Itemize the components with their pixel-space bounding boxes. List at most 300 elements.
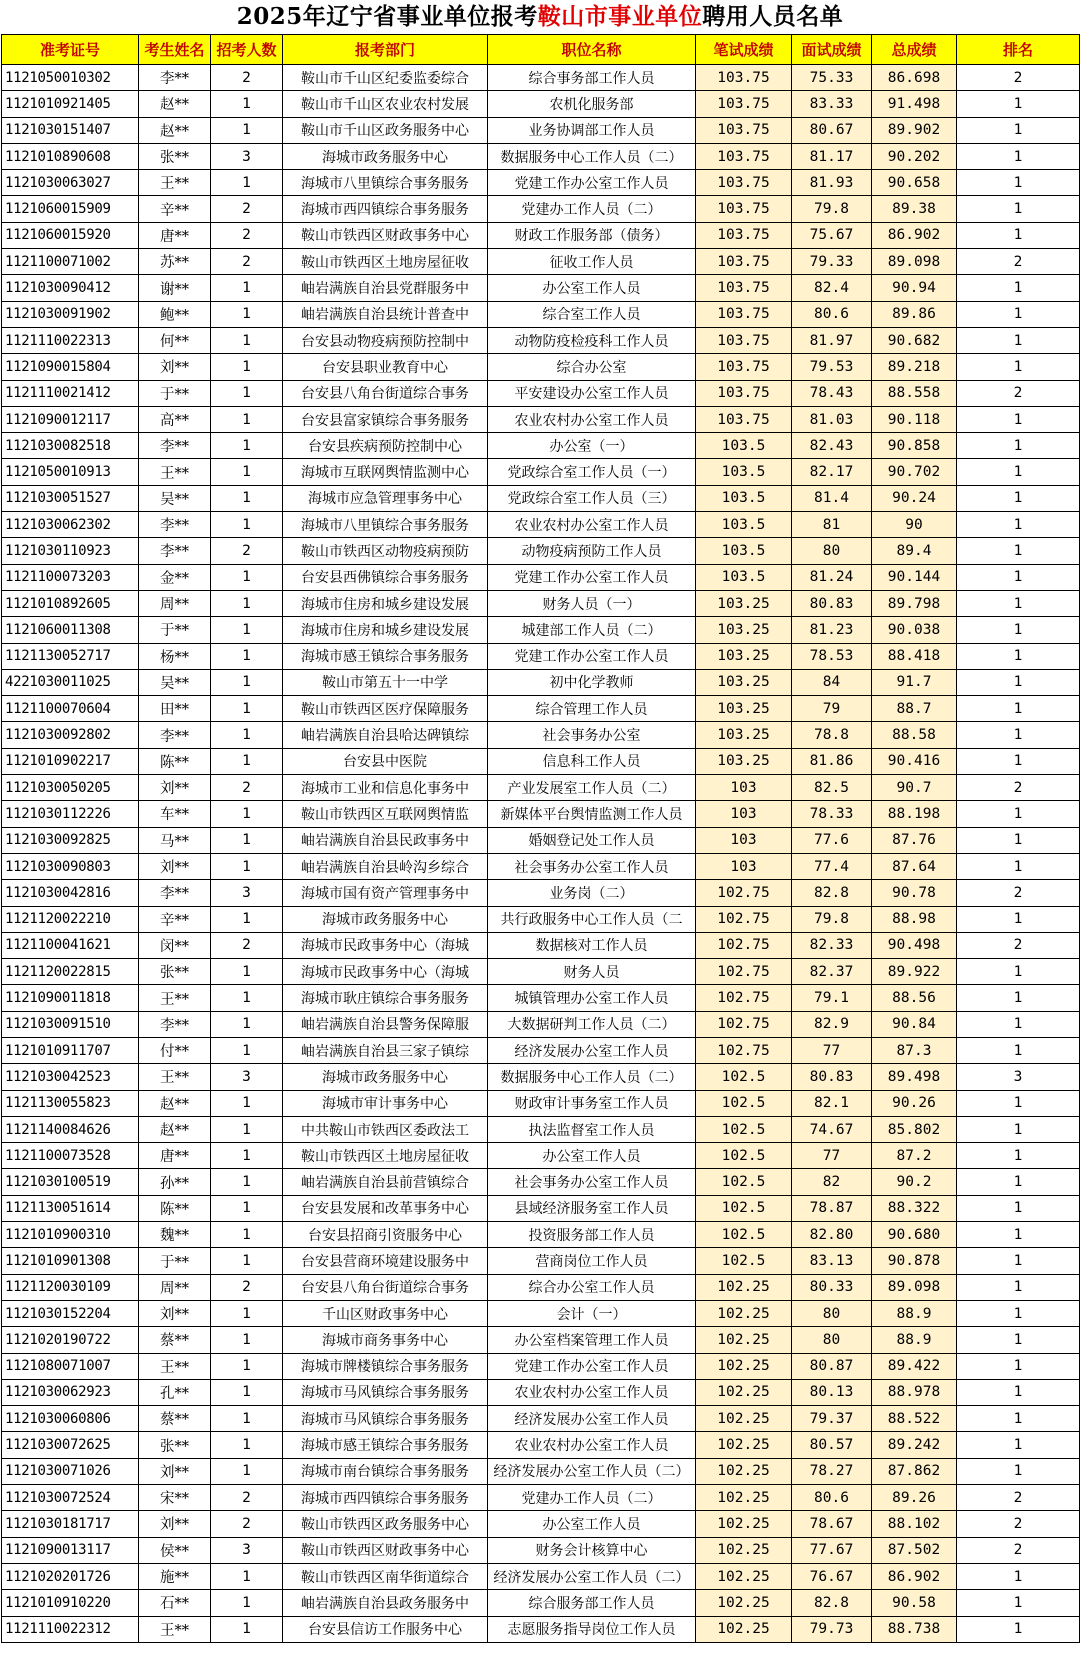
interview-score-cell: 81.24 bbox=[792, 564, 872, 590]
name-cell: 李** bbox=[139, 880, 211, 906]
interview-score-cell: 80 bbox=[792, 538, 872, 564]
written-score-cell: 102.5 bbox=[696, 1116, 792, 1142]
table-row bbox=[2, 354, 1080, 380]
rank-cell: 1 bbox=[957, 853, 1080, 879]
quota-cell: 1 bbox=[211, 590, 283, 616]
quota-cell: 1 bbox=[211, 91, 283, 117]
total-score-cell: 89.38 bbox=[872, 196, 957, 222]
written-score-cell: 103.75 bbox=[696, 275, 792, 301]
interview-score-cell: 80 bbox=[792, 1300, 872, 1326]
table-row bbox=[2, 249, 1080, 275]
exam-id-cell: 1121050010302 bbox=[2, 65, 139, 91]
total-score-cell: 88.738 bbox=[872, 1616, 957, 1642]
department-cell: 岫岩满族自治县岭沟乡综合 bbox=[283, 853, 488, 879]
position-cell: 农机化服务部 bbox=[488, 91, 696, 117]
interview-score-cell: 80.67 bbox=[792, 117, 872, 143]
position-cell: 农业农村办公室工作人员 bbox=[488, 512, 696, 538]
written-score-cell: 103.75 bbox=[696, 196, 792, 222]
position-cell: 城建部工作人员（二） bbox=[488, 617, 696, 643]
total-score-cell: 87.502 bbox=[872, 1537, 957, 1563]
department-cell: 岫岩满族自治县政务服务中 bbox=[283, 1590, 488, 1616]
name-cell: 赵** bbox=[139, 1090, 211, 1116]
interview-score-cell: 80.83 bbox=[792, 590, 872, 616]
department-cell: 台安县信访工作服务中心 bbox=[283, 1616, 488, 1642]
name-cell: 闵** bbox=[139, 932, 211, 958]
table-row bbox=[2, 1116, 1080, 1142]
written-score-cell: 103.5 bbox=[696, 512, 792, 538]
column-header-interview-score: 面试成绩 bbox=[792, 35, 872, 65]
rank-cell: 1 bbox=[957, 722, 1080, 748]
quota-cell: 1 bbox=[211, 985, 283, 1011]
rank-cell: 1 bbox=[957, 1169, 1080, 1195]
rank-cell: 2 bbox=[957, 380, 1080, 406]
interview-score-cell: 78.8 bbox=[792, 722, 872, 748]
quota-cell: 1 bbox=[211, 906, 283, 932]
table-row bbox=[2, 932, 1080, 958]
interview-score-cell: 79.8 bbox=[792, 196, 872, 222]
interview-score-cell: 78.43 bbox=[792, 380, 872, 406]
department-cell: 岫岩满族自治县三家子镇综 bbox=[283, 1037, 488, 1063]
quota-cell: 3 bbox=[211, 880, 283, 906]
interview-score-cell: 82.43 bbox=[792, 433, 872, 459]
exam-id-cell: 1121030042523 bbox=[2, 1064, 139, 1090]
rank-cell: 1 bbox=[957, 275, 1080, 301]
department-cell: 千山区财政事务中心 bbox=[283, 1300, 488, 1326]
written-score-cell: 103.5 bbox=[696, 459, 792, 485]
exam-id-cell: 1121010902217 bbox=[2, 748, 139, 774]
quota-cell: 1 bbox=[211, 959, 283, 985]
total-score-cell: 88.7 bbox=[872, 696, 957, 722]
exam-id-cell: 1121100071002 bbox=[2, 249, 139, 275]
position-cell: 社会事务办公室 bbox=[488, 722, 696, 748]
exam-id-cell: 1121030072524 bbox=[2, 1485, 139, 1511]
quota-cell: 2 bbox=[211, 196, 283, 222]
table-row bbox=[2, 1143, 1080, 1169]
written-score-cell: 103.75 bbox=[696, 380, 792, 406]
exam-id-cell: 1121030110923 bbox=[2, 538, 139, 564]
name-cell: 王** bbox=[139, 1064, 211, 1090]
table-row bbox=[2, 748, 1080, 774]
name-cell: 石** bbox=[139, 1590, 211, 1616]
exam-id-cell: 1121100070604 bbox=[2, 696, 139, 722]
name-cell: 张** bbox=[139, 1432, 211, 1458]
total-score-cell: 90.878 bbox=[872, 1248, 957, 1274]
department-cell: 岫岩满族自治县民政事务中 bbox=[283, 827, 488, 853]
position-cell: 农业农村办公室工作人员 bbox=[488, 406, 696, 432]
department-cell: 海城市南台镇综合事务服务 bbox=[283, 1458, 488, 1484]
table-row bbox=[2, 906, 1080, 932]
name-cell: 田** bbox=[139, 696, 211, 722]
exam-id-cell: 1121030090412 bbox=[2, 275, 139, 301]
department-cell: 台安县西佛镇综合事务服务 bbox=[283, 564, 488, 590]
interview-score-cell: 81 bbox=[792, 512, 872, 538]
department-cell: 岫岩满族自治县哈达碑镇综 bbox=[283, 722, 488, 748]
written-score-cell: 102.5 bbox=[696, 1222, 792, 1248]
interview-score-cell: 78.33 bbox=[792, 801, 872, 827]
table-row bbox=[2, 617, 1080, 643]
table-row bbox=[2, 590, 1080, 616]
quota-cell: 1 bbox=[211, 1458, 283, 1484]
position-cell: 党建工作办公室工作人员 bbox=[488, 1353, 696, 1379]
table-row bbox=[2, 669, 1080, 695]
rank-cell: 1 bbox=[957, 1090, 1080, 1116]
department-cell: 海城市商务事务中心 bbox=[283, 1327, 488, 1353]
interview-score-cell: 79.8 bbox=[792, 906, 872, 932]
table-row bbox=[2, 1222, 1080, 1248]
column-header-name: 考生姓名 bbox=[139, 35, 211, 65]
quota-cell: 1 bbox=[211, 1353, 283, 1379]
exam-id-cell: 1121010890608 bbox=[2, 143, 139, 169]
table-row bbox=[2, 1379, 1080, 1405]
department-cell: 鞍山市千山区农业农村发展 bbox=[283, 91, 488, 117]
total-score-cell: 90.680 bbox=[872, 1222, 957, 1248]
department-cell: 鞍山市铁西区土地房屋征收 bbox=[283, 249, 488, 275]
total-score-cell: 89.098 bbox=[872, 249, 957, 275]
department-cell: 台安县中医院 bbox=[283, 748, 488, 774]
quota-cell: 1 bbox=[211, 1143, 283, 1169]
department-cell: 台安县职业教育中心 bbox=[283, 354, 488, 380]
position-cell: 业务岗（二） bbox=[488, 880, 696, 906]
rank-cell: 1 bbox=[957, 538, 1080, 564]
quota-cell: 1 bbox=[211, 1327, 283, 1353]
name-cell: 李** bbox=[139, 722, 211, 748]
exam-id-cell: 1121110021412 bbox=[2, 380, 139, 406]
name-cell: 李** bbox=[139, 1011, 211, 1037]
total-score-cell: 90.2 bbox=[872, 1169, 957, 1195]
rank-cell: 2 bbox=[957, 1537, 1080, 1563]
interview-score-cell: 75.33 bbox=[792, 65, 872, 91]
department-cell: 鞍山市铁西区医疗保障服务 bbox=[283, 696, 488, 722]
interview-score-cell: 80 bbox=[792, 1327, 872, 1353]
interview-score-cell: 83.13 bbox=[792, 1248, 872, 1274]
name-cell: 李** bbox=[139, 65, 211, 91]
total-score-cell: 88.322 bbox=[872, 1195, 957, 1221]
exam-id-cell: 1121120022210 bbox=[2, 906, 139, 932]
exam-id-cell: 1121030062302 bbox=[2, 512, 139, 538]
total-score-cell: 88.558 bbox=[872, 380, 957, 406]
department-cell: 岫岩满族自治县前营镇综合 bbox=[283, 1169, 488, 1195]
exam-id-cell: 1121010901308 bbox=[2, 1248, 139, 1274]
written-score-cell: 103.25 bbox=[696, 722, 792, 748]
table-row bbox=[2, 301, 1080, 327]
written-score-cell: 103.75 bbox=[696, 222, 792, 248]
table-row bbox=[2, 1353, 1080, 1379]
quota-cell: 1 bbox=[211, 748, 283, 774]
written-score-cell: 102.5 bbox=[696, 1143, 792, 1169]
total-score-cell: 91.498 bbox=[872, 91, 957, 117]
written-score-cell: 103 bbox=[696, 853, 792, 879]
table-row bbox=[2, 327, 1080, 353]
exam-id-cell: 1121010910220 bbox=[2, 1590, 139, 1616]
rank-cell: 1 bbox=[957, 354, 1080, 380]
exam-id-cell: 1121030050205 bbox=[2, 775, 139, 801]
table-row bbox=[2, 275, 1080, 301]
position-cell: 信息科工作人员 bbox=[488, 748, 696, 774]
exam-id-cell: 1121030071026 bbox=[2, 1458, 139, 1484]
written-score-cell: 102.75 bbox=[696, 880, 792, 906]
written-score-cell: 102.25 bbox=[696, 1300, 792, 1326]
rank-cell: 1 bbox=[957, 1616, 1080, 1642]
total-score-cell: 89.422 bbox=[872, 1353, 957, 1379]
exam-id-cell: 1121030072625 bbox=[2, 1432, 139, 1458]
quota-cell: 2 bbox=[211, 1485, 283, 1511]
quota-cell: 1 bbox=[211, 301, 283, 327]
table-row bbox=[2, 1511, 1080, 1537]
exam-id-cell: 1121030092802 bbox=[2, 722, 139, 748]
position-cell: 经济发展办公室工作人员 bbox=[488, 1406, 696, 1432]
exam-id-cell: 1121030091510 bbox=[2, 1011, 139, 1037]
table-row bbox=[2, 1195, 1080, 1221]
position-cell: 共行政服务中心工作人员（二 bbox=[488, 906, 696, 932]
quota-cell: 3 bbox=[211, 1537, 283, 1563]
name-cell: 付** bbox=[139, 1037, 211, 1063]
position-cell: 财政审计事务室工作人员 bbox=[488, 1090, 696, 1116]
written-score-cell: 103 bbox=[696, 775, 792, 801]
quota-cell: 1 bbox=[211, 327, 283, 353]
written-score-cell: 103.5 bbox=[696, 433, 792, 459]
position-cell: 党建工作办公室工作人员 bbox=[488, 564, 696, 590]
table-row bbox=[2, 1406, 1080, 1432]
table-row bbox=[2, 880, 1080, 906]
interview-score-cell: 82.37 bbox=[792, 959, 872, 985]
department-cell: 鞍山市第五十一中学 bbox=[283, 669, 488, 695]
written-score-cell: 103.5 bbox=[696, 485, 792, 511]
name-cell: 赵** bbox=[139, 1116, 211, 1142]
rank-cell: 1 bbox=[957, 301, 1080, 327]
rank-cell: 2 bbox=[957, 932, 1080, 958]
interview-score-cell: 82.8 bbox=[792, 880, 872, 906]
interview-score-cell: 79.33 bbox=[792, 249, 872, 275]
quota-cell: 1 bbox=[211, 1379, 283, 1405]
position-cell: 初中化学教师 bbox=[488, 669, 696, 695]
total-score-cell: 89.26 bbox=[872, 1485, 957, 1511]
interview-score-cell: 81.86 bbox=[792, 748, 872, 774]
rank-cell: 1 bbox=[957, 1195, 1080, 1221]
total-score-cell: 90.858 bbox=[872, 433, 957, 459]
table-row bbox=[2, 433, 1080, 459]
total-score-cell: 90.202 bbox=[872, 143, 957, 169]
department-cell: 海城市应急管理事务中心 bbox=[283, 485, 488, 511]
department-cell: 台安县营商环境建设服务中 bbox=[283, 1248, 488, 1274]
quota-cell: 1 bbox=[211, 564, 283, 590]
written-score-cell: 103.5 bbox=[696, 564, 792, 590]
position-cell: 综合服务部工作人员 bbox=[488, 1590, 696, 1616]
position-cell: 数据服务中心工作人员（二） bbox=[488, 143, 696, 169]
quota-cell: 1 bbox=[211, 275, 283, 301]
interview-score-cell: 81.97 bbox=[792, 327, 872, 353]
written-score-cell: 103.75 bbox=[696, 354, 792, 380]
exam-id-cell: 1121140084626 bbox=[2, 1116, 139, 1142]
position-cell: 平安建设办公室工作人员 bbox=[488, 380, 696, 406]
department-cell: 海城市政务服务中心 bbox=[283, 1064, 488, 1090]
interview-score-cell: 82.5 bbox=[792, 775, 872, 801]
department-cell: 鞍山市铁西区南华街道综合 bbox=[283, 1563, 488, 1589]
column-header-position: 职位名称 bbox=[488, 35, 696, 65]
interview-score-cell: 77 bbox=[792, 1037, 872, 1063]
position-cell: 投资服务部工作人员 bbox=[488, 1222, 696, 1248]
position-cell: 财务人员（一） bbox=[488, 590, 696, 616]
quota-cell: 1 bbox=[211, 853, 283, 879]
position-cell: 办公室工作人员 bbox=[488, 1511, 696, 1537]
interview-score-cell: 80.6 bbox=[792, 301, 872, 327]
exam-id-cell: 1121100073203 bbox=[2, 564, 139, 590]
column-header-written-score: 笔试成绩 bbox=[696, 35, 792, 65]
name-cell: 于** bbox=[139, 1248, 211, 1274]
total-score-cell: 87.3 bbox=[872, 1037, 957, 1063]
exam-id-cell: 1121030090803 bbox=[2, 853, 139, 879]
department-cell: 海城市感王镇综合事务服务 bbox=[283, 1432, 488, 1458]
name-cell: 刘** bbox=[139, 1511, 211, 1537]
written-score-cell: 103.5 bbox=[696, 538, 792, 564]
department-cell: 海城市马风镇综合事务服务 bbox=[283, 1379, 488, 1405]
table-row bbox=[2, 564, 1080, 590]
name-cell: 辛** bbox=[139, 906, 211, 932]
name-cell: 孙** bbox=[139, 1169, 211, 1195]
name-cell: 杨** bbox=[139, 643, 211, 669]
written-score-cell: 102.25 bbox=[696, 1379, 792, 1405]
rank-cell: 2 bbox=[957, 775, 1080, 801]
quota-cell: 3 bbox=[211, 143, 283, 169]
position-cell: 会计（一） bbox=[488, 1300, 696, 1326]
rank-cell: 2 bbox=[957, 249, 1080, 275]
table-row bbox=[2, 380, 1080, 406]
exam-id-cell: 1121060011308 bbox=[2, 617, 139, 643]
interview-score-cell: 80.87 bbox=[792, 1353, 872, 1379]
interview-score-cell: 78.67 bbox=[792, 1511, 872, 1537]
department-cell: 海城市政务服务中心 bbox=[283, 143, 488, 169]
department-cell: 海城市民政事务中心（海城 bbox=[283, 932, 488, 958]
rank-cell: 1 bbox=[957, 617, 1080, 643]
department-cell: 海城市西四镇综合事务服务 bbox=[283, 1485, 488, 1511]
position-cell: 农业农村办公室工作人员 bbox=[488, 1432, 696, 1458]
department-cell: 台安县动物疫病预防控制中 bbox=[283, 327, 488, 353]
interview-score-cell: 82.4 bbox=[792, 275, 872, 301]
quota-cell: 1 bbox=[211, 1300, 283, 1326]
quota-cell: 1 bbox=[211, 117, 283, 143]
rank-cell: 2 bbox=[957, 65, 1080, 91]
department-cell: 鞍山市铁西区政务服务中心 bbox=[283, 1511, 488, 1537]
total-score-cell: 88.522 bbox=[872, 1406, 957, 1432]
total-score-cell: 90.24 bbox=[872, 485, 957, 511]
total-score-cell: 87.76 bbox=[872, 827, 957, 853]
position-cell: 办公室档案管理工作人员 bbox=[488, 1327, 696, 1353]
table-row bbox=[2, 1458, 1080, 1484]
rank-cell: 1 bbox=[957, 827, 1080, 853]
written-score-cell: 103.25 bbox=[696, 590, 792, 616]
position-cell: 城镇管理办公室工作人员 bbox=[488, 985, 696, 1011]
interview-score-cell: 78.87 bbox=[792, 1195, 872, 1221]
position-cell: 党建办工作人员（二） bbox=[488, 1485, 696, 1511]
total-score-cell: 90.498 bbox=[872, 932, 957, 958]
exam-id-cell: 1121130055823 bbox=[2, 1090, 139, 1116]
quota-cell: 1 bbox=[211, 354, 283, 380]
rank-cell: 1 bbox=[957, 1327, 1080, 1353]
written-score-cell: 103.25 bbox=[696, 617, 792, 643]
rank-cell: 1 bbox=[957, 801, 1080, 827]
rank-cell: 2 bbox=[957, 1485, 1080, 1511]
exam-id-cell: 1121030042816 bbox=[2, 880, 139, 906]
interview-score-cell: 82.80 bbox=[792, 1222, 872, 1248]
written-score-cell: 102.5 bbox=[696, 1248, 792, 1274]
total-score-cell: 90.94 bbox=[872, 275, 957, 301]
written-score-cell: 102.75 bbox=[696, 959, 792, 985]
rank-cell: 1 bbox=[957, 1563, 1080, 1589]
interview-score-cell: 81.17 bbox=[792, 143, 872, 169]
name-cell: 李** bbox=[139, 538, 211, 564]
written-score-cell: 102.25 bbox=[696, 1274, 792, 1300]
table-row bbox=[2, 643, 1080, 669]
quota-cell: 1 bbox=[211, 512, 283, 538]
column-header-department: 报考部门 bbox=[283, 35, 488, 65]
exam-id-cell: 1121090011818 bbox=[2, 985, 139, 1011]
name-cell: 王** bbox=[139, 1353, 211, 1379]
table-row bbox=[2, 222, 1080, 248]
table-row bbox=[2, 1300, 1080, 1326]
position-cell: 数据核对工作人员 bbox=[488, 932, 696, 958]
exam-id-cell: 1121010892605 bbox=[2, 590, 139, 616]
rank-cell: 1 bbox=[957, 1590, 1080, 1616]
name-cell: 赵** bbox=[139, 91, 211, 117]
table-row bbox=[2, 1011, 1080, 1037]
department-cell: 海城市住房和城乡建设发展 bbox=[283, 617, 488, 643]
position-cell: 综合管理工作人员 bbox=[488, 696, 696, 722]
quota-cell: 2 bbox=[211, 932, 283, 958]
position-cell: 办公室（一） bbox=[488, 433, 696, 459]
total-score-cell: 88.978 bbox=[872, 1379, 957, 1405]
position-cell: 志愿服务指导岗位工作人员 bbox=[488, 1616, 696, 1642]
rank-cell: 1 bbox=[957, 669, 1080, 695]
rank-cell: 1 bbox=[957, 1274, 1080, 1300]
rank-cell: 1 bbox=[957, 959, 1080, 985]
written-score-cell: 102.25 bbox=[696, 1563, 792, 1589]
exam-id-cell: 1121100073528 bbox=[2, 1143, 139, 1169]
name-cell: 王** bbox=[139, 985, 211, 1011]
position-cell: 动物疫病预防工作人员 bbox=[488, 538, 696, 564]
rank-cell: 1 bbox=[957, 1222, 1080, 1248]
total-score-cell: 91.7 bbox=[872, 669, 957, 695]
interview-score-cell: 80.83 bbox=[792, 1064, 872, 1090]
position-cell: 综合室工作人员 bbox=[488, 301, 696, 327]
position-cell: 党建办工作人员（二） bbox=[488, 196, 696, 222]
name-cell: 辛** bbox=[139, 196, 211, 222]
name-cell: 蔡** bbox=[139, 1406, 211, 1432]
position-cell: 社会事务办公室工作人员 bbox=[488, 853, 696, 879]
name-cell: 孔** bbox=[139, 1379, 211, 1405]
rank-cell: 1 bbox=[957, 1432, 1080, 1458]
interview-score-cell: 74.67 bbox=[792, 1116, 872, 1142]
position-cell: 党政综合室工作人员（一） bbox=[488, 459, 696, 485]
written-score-cell: 103.75 bbox=[696, 170, 792, 196]
table-row bbox=[2, 1616, 1080, 1642]
interview-score-cell: 81.23 bbox=[792, 617, 872, 643]
exam-id-cell: 1121030100519 bbox=[2, 1169, 139, 1195]
name-cell: 赵** bbox=[139, 117, 211, 143]
written-score-cell: 102.25 bbox=[696, 1511, 792, 1537]
results-table bbox=[1, 34, 1080, 1643]
department-cell: 海城市审计事务中心 bbox=[283, 1090, 488, 1116]
position-cell: 经济发展办公室工作人员 bbox=[488, 1037, 696, 1063]
written-score-cell: 102.5 bbox=[696, 1090, 792, 1116]
total-score-cell: 89.242 bbox=[872, 1432, 957, 1458]
position-cell: 业务协调部工作人员 bbox=[488, 117, 696, 143]
quota-cell: 2 bbox=[211, 1274, 283, 1300]
name-cell: 于** bbox=[139, 617, 211, 643]
total-score-cell: 87.2 bbox=[872, 1143, 957, 1169]
name-cell: 蔡** bbox=[139, 1327, 211, 1353]
rank-cell: 1 bbox=[957, 1037, 1080, 1063]
written-score-cell: 102.5 bbox=[696, 1064, 792, 1090]
name-cell: 陈** bbox=[139, 1195, 211, 1221]
